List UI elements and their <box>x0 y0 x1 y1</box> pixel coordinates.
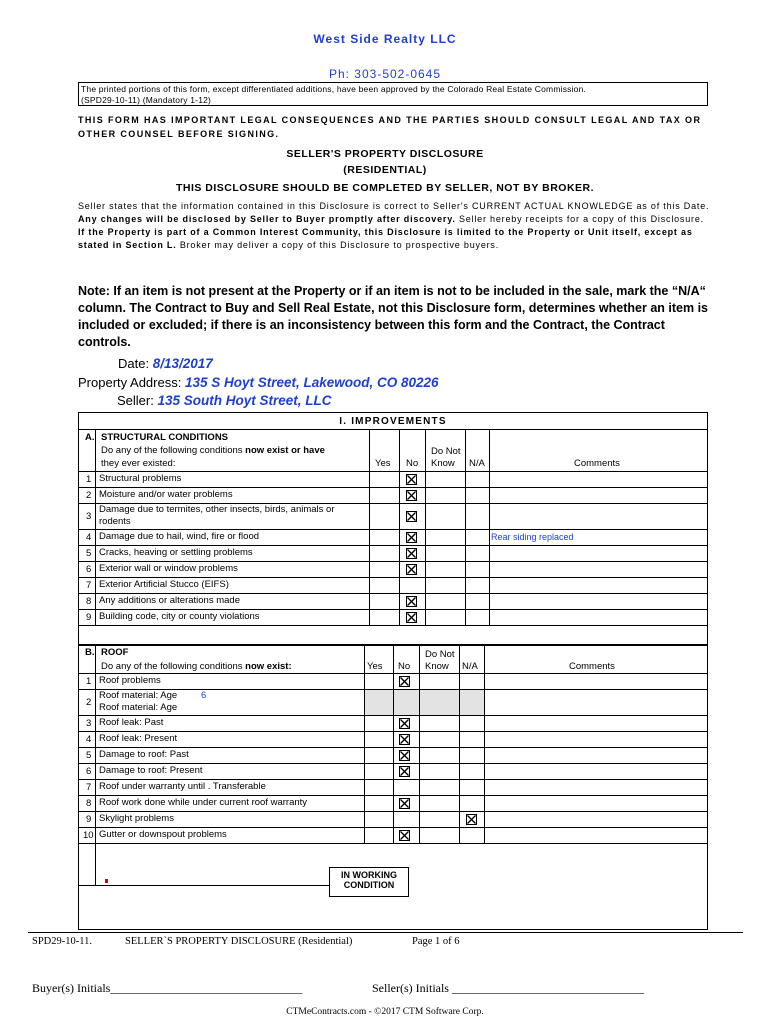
footer-form-id: SPD29-10-11. <box>32 936 92 947</box>
row-number: 3 <box>86 511 92 522</box>
no-checkbox[interactable] <box>399 676 410 687</box>
col-comments-a: Comments <box>574 458 620 469</box>
row-label: Cracks, heaving or settling problems <box>99 547 253 558</box>
row-number: 4 <box>86 734 92 745</box>
row-number: 5 <box>86 548 92 559</box>
table-col-rule <box>465 429 466 625</box>
row-label: Exterior Artificial Stucco (EIFS) <box>99 579 229 590</box>
row-number: 7 <box>86 782 92 793</box>
address-row <box>78 375 439 390</box>
col-no-a: No <box>406 458 419 469</box>
row-label: Structural problems <box>99 473 182 484</box>
check-x-icon <box>407 613 416 622</box>
footer-rule <box>28 932 743 933</box>
row-label: Roof leak: Present <box>99 733 178 744</box>
row-label: Skylight problems <box>99 813 174 824</box>
row-number: 2 <box>86 490 92 501</box>
check-x-icon <box>400 677 409 686</box>
date-label: Date: <box>118 356 150 371</box>
section-a-question-2: they ever existed: <box>101 458 176 469</box>
no-checkbox[interactable] <box>399 830 410 841</box>
col-na-a: N/A <box>469 458 485 469</box>
no-checkbox[interactable] <box>399 766 410 777</box>
check-x-icon <box>400 831 409 840</box>
row-number: 6 <box>86 564 92 575</box>
check-x-icon <box>407 549 416 558</box>
approval-box <box>78 82 708 106</box>
row-label-cont: Roof material: Age <box>99 702 178 713</box>
table-rule <box>79 545 707 546</box>
row-label: Roof leak: Past <box>99 717 164 728</box>
col-yes-a: Yes <box>375 458 391 469</box>
table-col-rule <box>393 644 394 843</box>
no-checkbox[interactable] <box>406 596 417 607</box>
no-checkbox[interactable] <box>406 474 417 485</box>
red-marker <box>105 879 108 883</box>
row-comment: Rear siding replaced <box>491 532 574 542</box>
footer-form-name: SELLER`S PROPERTY DISCLOSURE (Residential) <box>125 936 353 947</box>
form-subtitle: (RESIDENTIAL) <box>343 164 427 176</box>
check-x-icon <box>407 597 416 606</box>
legal-warning: THIS FORM HAS IMPORTANT LEGAL CONSEQUENCES AND THE PARTIES SHOULD CONSULT LEGAL AND TAX OR OTHER COUNSEL BEFORE SIGNING. <box>78 115 702 139</box>
row-label: Moisture and/or water problems <box>99 489 233 500</box>
col-no-b: No <box>398 661 411 672</box>
improvements-title: I. IMPROVEMENTS <box>339 416 447 427</box>
seller-initials[interactable]: Seller(s) Initials ________________________________ <box>372 981 644 995</box>
check-x-icon <box>407 533 416 542</box>
table-rule <box>79 561 707 562</box>
table-col-rule <box>419 644 420 843</box>
address-value[interactable]: 135 S Hoyt Street, Lakewood, CO 80226 <box>184 375 439 390</box>
row-number: 9 <box>86 814 92 825</box>
col-dnk-b-2: Know <box>425 661 449 672</box>
section-a-heading: STRUCTURAL CONDITIONS <box>101 432 229 443</box>
buyer-initials[interactable]: Buyer(s) Initials________________________________ <box>32 981 303 995</box>
row-label-cont: rodents <box>99 516 131 527</box>
row-label: Damage due to termites, other insects, birds, animals or <box>99 504 335 515</box>
completion-instruction: THIS DISCLOSURE SHOULD BE COMPLETED BY SELLER, NOT BY BROKER. <box>175 182 595 194</box>
row-label: Damage due to hail, wind, fire or flood <box>99 531 260 542</box>
table-rule <box>79 471 707 472</box>
check-x-icon <box>400 799 409 808</box>
no-checkbox[interactable] <box>406 490 417 501</box>
check-x-icon <box>400 751 409 760</box>
roof-age-value[interactable]: 6 <box>201 690 207 701</box>
improvements-table <box>78 412 708 930</box>
approval-line-1: The printed portions of this form, except differentiated additions, have been approved by the Colorado Real Estate Commission. <box>81 84 587 94</box>
in-working-header: IN WORKING CONDITION <box>329 867 409 897</box>
check-x-icon <box>400 719 409 728</box>
company-phone: Ph: 303-502-0645 <box>328 67 442 81</box>
row-label: Building code, city or county violations <box>99 611 260 622</box>
row-label: Roof work done while under current roof warranty <box>99 797 308 808</box>
seller-label: Seller: <box>117 393 154 408</box>
date-row <box>118 356 213 371</box>
table-rule <box>79 843 707 844</box>
row-number: 5 <box>86 750 92 761</box>
table-col-rule <box>399 429 400 625</box>
col-yes-b: Yes <box>367 661 383 672</box>
seller-value[interactable]: 135 South Hoyt Street, LLC <box>157 393 332 408</box>
row-label: Roof under warranty until . Transferable <box>99 781 266 792</box>
col-dnk-a: Do Not <box>431 446 461 457</box>
check-x-icon <box>467 815 476 824</box>
seller-statement: Seller states that the information contained in this Disclosure is correct to Seller's CURRENT ACTUAL KNOWLEDGE as of this Date. Any changes will be disclosed by Seller to Buyer promptly after discovery. Seller hereby receipts for a copy of this Disclosure. If the Property is part of a Common Interest Community, this Disclosure is limited to the Property or Unit itself, except as stated in Section L. Broker may deliver a copy of this Disclosure to prospective buyers. <box>78 201 710 250</box>
col-na-b: N/A <box>462 661 478 672</box>
row-label: Damage to roof: Present <box>99 765 203 776</box>
na-checkbox[interactable] <box>466 814 477 825</box>
row-number: 3 <box>86 718 92 729</box>
check-x-icon <box>407 475 416 484</box>
row-label: Roof material: Age <box>99 690 178 701</box>
section-b-question: Do any of the following conditions now exist: <box>101 661 292 672</box>
na-note: Note: If an item is not present at the Property or if an item is not to be included in the sale, mark the “N/A“ column. The Contract to Buy and Sell Real Estate, not this Disclosure form, determines whether an item is included or excluded; if there is an inconsistency between this form and the Contract, the Contract controls. <box>78 284 708 349</box>
date-value[interactable]: 8/13/2017 <box>152 356 213 371</box>
row-number: 1 <box>86 474 92 485</box>
table-col-rule <box>425 429 426 625</box>
row-label: Gutter or downspout problems <box>99 829 227 840</box>
row-label: Roof problems <box>99 675 161 686</box>
table-col-rule <box>95 429 96 625</box>
form-title: SELLER'S PROPERTY DISCLOSURE <box>286 148 484 160</box>
disabled-cells <box>364 690 484 715</box>
table-col-rule <box>459 644 460 843</box>
check-x-icon <box>407 512 416 521</box>
no-checkbox[interactable] <box>406 532 417 543</box>
table-rule <box>79 625 707 626</box>
row-label: Exterior wall or window problems <box>99 563 238 574</box>
col-dnk-b: Do Not <box>425 649 455 660</box>
no-checkbox[interactable] <box>399 798 410 809</box>
row-number: 4 <box>86 532 92 543</box>
table-col-rule <box>364 644 365 843</box>
address-label: Property Address: <box>78 375 182 390</box>
no-checkbox[interactable] <box>406 548 417 559</box>
row-number: 8 <box>86 798 92 809</box>
row-number: 7 <box>86 580 92 591</box>
table-col-rule <box>489 429 490 625</box>
no-checkbox[interactable] <box>406 511 417 522</box>
approval-line-2: (SPD29-10-11) (Mandatory 1-12) <box>81 95 212 105</box>
section-b-heading: ROOF <box>101 647 129 658</box>
table-rule <box>79 593 707 594</box>
no-checkbox[interactable] <box>399 734 410 745</box>
section-b-letter: B. <box>85 647 95 658</box>
check-x-icon <box>400 767 409 776</box>
check-x-icon <box>407 565 416 574</box>
check-x-icon <box>400 735 409 744</box>
col-dnk-a-2: Know <box>431 458 455 469</box>
section-a-question: Do any of the following conditions now exist or have <box>101 445 325 456</box>
no-checkbox[interactable] <box>406 612 417 623</box>
table-col-rule <box>369 429 370 625</box>
section-a-letter: A. <box>85 432 95 443</box>
table-rule <box>79 487 707 488</box>
table-rule <box>79 429 707 430</box>
row-number: 1 <box>86 676 92 687</box>
table-rule <box>79 609 707 610</box>
copyright: CTMeContracts.com - ©2017 CTM Software Corp. <box>286 1007 484 1017</box>
company-name: West Side Realty LLC <box>313 32 457 46</box>
table-rule <box>79 577 707 578</box>
no-checkbox[interactable] <box>399 750 410 761</box>
row-number: 10 <box>83 830 94 841</box>
row-number: 8 <box>86 596 92 607</box>
check-x-icon <box>407 491 416 500</box>
seller-row <box>117 393 332 408</box>
row-label: Damage to roof: Past <box>99 749 189 760</box>
row-number: 6 <box>86 766 92 777</box>
row-number: 2 <box>86 697 92 708</box>
no-checkbox[interactable] <box>399 718 410 729</box>
table-col-rule <box>95 843 96 885</box>
col-comments-b: Comments <box>569 661 615 672</box>
table-col-rule <box>484 644 485 843</box>
footer-page: Page 1 of 6 <box>412 936 460 947</box>
row-number: 9 <box>86 612 92 623</box>
no-checkbox[interactable] <box>406 564 417 575</box>
row-label: Any additions or alterations made <box>99 595 240 606</box>
table-col-rule <box>95 644 96 843</box>
table-rule <box>79 529 707 530</box>
